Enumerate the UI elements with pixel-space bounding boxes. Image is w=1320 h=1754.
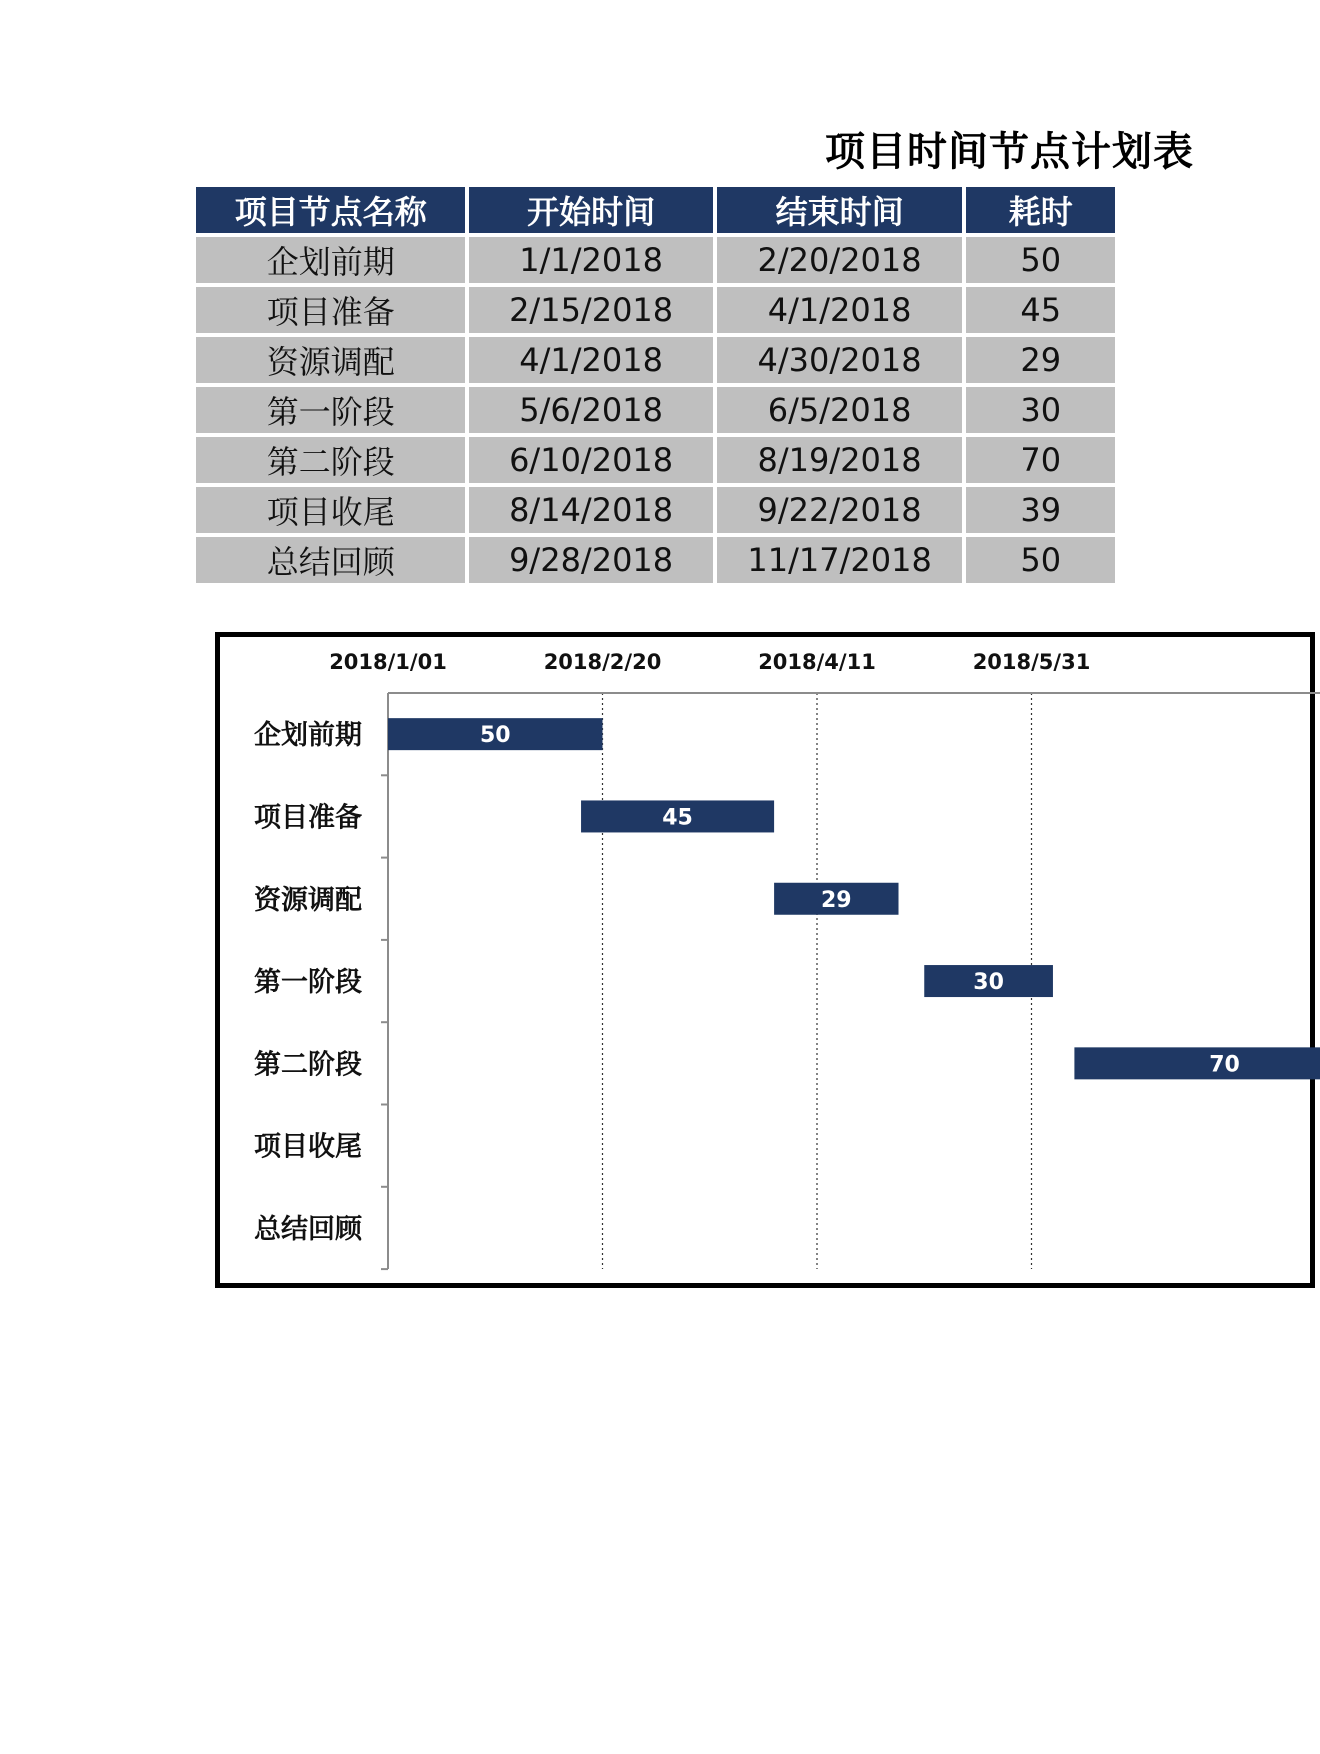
y-category-label: 第一阶段: [254, 967, 362, 999]
table-header-row: [196, 187, 1115, 233]
x-tick-label: 2018/4/11: [758, 650, 876, 674]
cell-start-time: 4/1/2018: [469, 337, 712, 383]
cell-duration: 50: [966, 537, 1115, 583]
header-duration: 耗时: [966, 187, 1115, 233]
cell-node-name: 总结回顾: [196, 537, 465, 583]
cell-node-name: 项目准备: [196, 287, 465, 333]
bar-data-label: 30: [973, 970, 1004, 996]
x-tick-label: 2018/5/31: [972, 650, 1091, 674]
header-start-time: 开始时间: [469, 187, 712, 233]
bar-data-label: 29: [820, 887, 852, 913]
cell-node-name: 第二阶段: [196, 437, 465, 483]
cell-start-time: 5/6/2018: [469, 387, 712, 433]
schedule-table: [192, 183, 1119, 587]
cell-end-time: 4/1/2018: [717, 287, 963, 333]
cell-end-time: 11/17/2018: [717, 537, 963, 583]
cell-end-time: 8/19/2018: [717, 437, 963, 483]
cell-end-time: 9/22/2018: [717, 487, 963, 533]
header-end-time: 结束时间: [717, 187, 963, 233]
cell-end-time: 6/5/2018: [717, 387, 963, 433]
cell-node-name: 项目收尾: [196, 487, 465, 533]
page-title: 项目时间节点计划表: [825, 129, 1194, 175]
table-row: [196, 537, 1115, 583]
cell-node-name: 资源调配: [196, 337, 465, 383]
cell-start-time: 1/1/2018: [469, 237, 712, 283]
cell-start-time: 6/10/2018: [469, 437, 712, 483]
cell-end-time: 4/30/2018: [717, 337, 963, 383]
bar-data-label: 50: [479, 723, 511, 749]
bar-data-label: 45: [662, 805, 693, 831]
y-category-label: 总结回顾: [254, 1213, 362, 1245]
cell-node-name: 第一阶段: [196, 387, 465, 433]
table-row: [196, 487, 1115, 533]
y-category-label: 资源调配: [254, 884, 362, 916]
header-node-name: 项目节点名称: [196, 187, 465, 233]
table-row: [196, 387, 1115, 433]
cell-duration: 50: [966, 237, 1115, 283]
y-category-label: 第二阶段: [254, 1049, 362, 1081]
gantt-chart: [220, 637, 1320, 1293]
cell-duration: 70: [966, 437, 1115, 483]
cell-start-time: 8/14/2018: [469, 487, 712, 533]
cell-duration: 39: [966, 487, 1115, 533]
x-tick-label: 2018/1/01: [329, 650, 447, 674]
cell-start-time: 9/28/2018: [469, 537, 712, 583]
table-row: [196, 237, 1115, 283]
cell-end-time: 2/20/2018: [717, 237, 963, 283]
cell-node-name: 企划前期: [196, 237, 465, 283]
y-category-label: 项目准备: [254, 802, 362, 834]
cell-duration: 45: [966, 287, 1115, 333]
y-category-label: 企划前期: [254, 720, 362, 752]
table-row: [196, 337, 1115, 383]
y-category-label: 项目收尾: [254, 1131, 362, 1163]
bar-data-label: 70: [1209, 1052, 1240, 1078]
cell-start-time: 2/15/2018: [469, 287, 712, 333]
gantt-bar: [1074, 1047, 1320, 1079]
cell-duration: 29: [966, 337, 1115, 383]
table-row: [196, 437, 1115, 483]
gantt-chart-frame: [215, 632, 1315, 1288]
table-row: [196, 287, 1115, 333]
x-tick-label: 2018/2/20: [543, 650, 662, 674]
cell-duration: 30: [966, 387, 1115, 433]
